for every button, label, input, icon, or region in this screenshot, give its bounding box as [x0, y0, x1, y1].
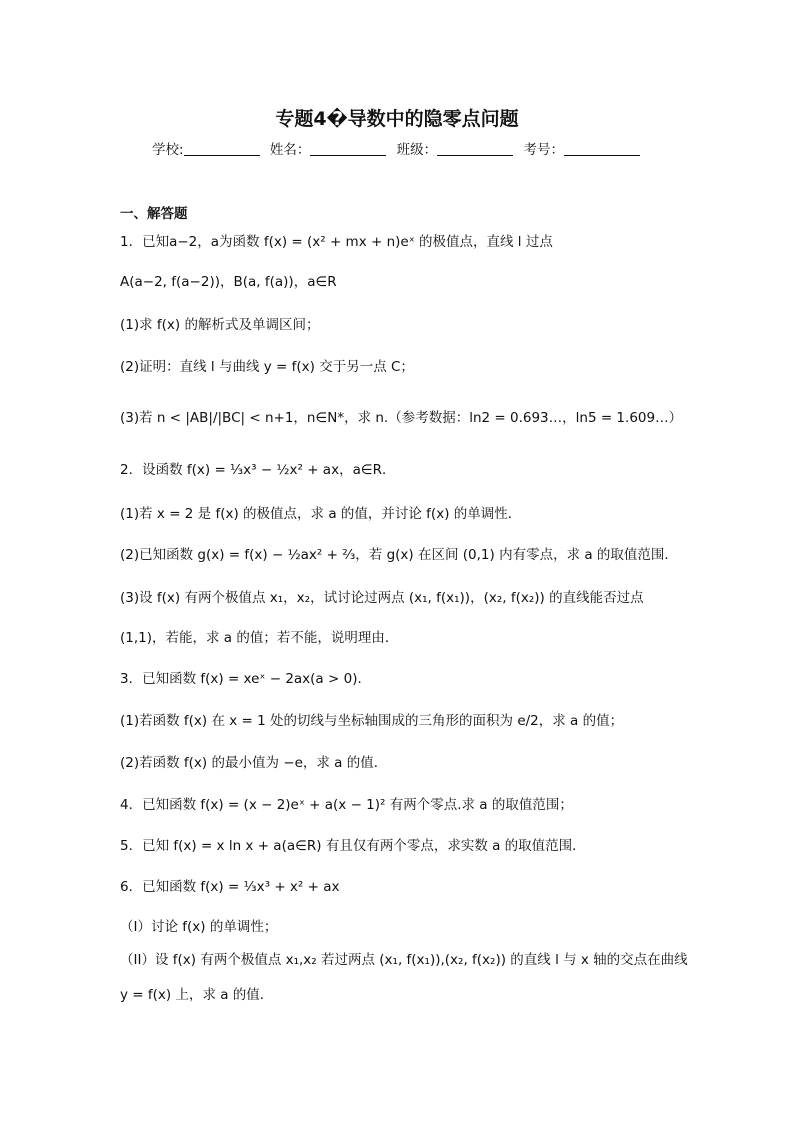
name-field	[270, 138, 389, 158]
problem-1-stem: 1．已知a−2，a为函数 f(x) = (x² + mx + n)eˣ 的极值点，直线 l 过点	[120, 234, 553, 250]
problem-6-part-2: （II）设 f(x) 有两个极值点 x₁,x₂ 若过两点 (x₁, f(x₁)),(x₂, f(x₂)) 的直线 l 与 x 轴的交点在曲线	[120, 952, 688, 968]
problem-5: 5．已知 f(x) = x ln x + a(a∈R) 有且仅有两个零点，求实数 a 的取值范围．	[120, 838, 586, 854]
problem-6-part-1: （I）讨论 f(x) 的单调性；	[120, 919, 278, 935]
class-field	[397, 138, 516, 158]
problem-6-stem: 6．已知函数 f(x) = ⅓x³ + x² + ax	[120, 879, 340, 895]
problem-1-part-1: (1)求 f(x) 的解析式及单调区间；	[120, 317, 320, 333]
problem-2-part-3-cont: (1,1)，若能，求 a 的值；若不能，说明理由．	[120, 630, 399, 646]
problem-3-stem: 3．已知函数 f(x) = xeˣ − 2ax(a > 0)．	[120, 671, 371, 687]
name-blank[interactable]	[310, 143, 386, 156]
problem-1-part-3: (3)若 n < |AB|/|BC| < n+1，n∈N*，求 n.（参考数据：ln2 = 0.693…，ln5 = 1.609…）	[120, 410, 683, 426]
class-label: 班级：	[396, 142, 438, 158]
school-field	[152, 138, 262, 158]
problem-6-part-2-cont: y = f(x) 上，求 a 的值．	[120, 987, 274, 1003]
problem-2-part-2: (2)已知函数 g(x) = f(x) − ½ax² + ⅔，若 g(x) 在区间 (0,1) 内有零点，求 a 的取值范围．	[120, 547, 678, 563]
number-label: 考号：	[523, 142, 564, 158]
page-title: 专题4�导数中的隐零点问题	[275, 108, 519, 130]
problem-2-part-3: (3)设 f(x) 有两个极值点 x₁，x₂，试讨论过两点 (x₁, f(x₁))，(x₂, f(x₂)) 的直线能否过点	[120, 590, 644, 606]
problem-3-part-1: (1)若函数 f(x) 在 x = 1 处的切线与坐标轴围成的三角形的面积为 e/2，求 a 的值；	[120, 713, 624, 729]
student-info-row	[0, 138, 794, 158]
problem-2-stem: 2．设函数 f(x) = ⅓x³ − ½x² + ax，a∈R．	[120, 462, 396, 478]
problem-1-points: A(a−2, f(a−2))，B(a, f(a))，a∈R	[120, 274, 337, 290]
number-blank[interactable]	[564, 143, 640, 156]
problem-1-part-2: (2)证明：直线 l 与曲线 y = f(x) 交于另一点 C；	[120, 359, 414, 375]
section-heading: 一、解答题	[120, 206, 188, 222]
problem-3-part-2: (2)若函数 f(x) 的最小值为 −e，求 a 的值．	[120, 755, 388, 771]
name-label: 姓名：	[269, 142, 311, 158]
class-blank[interactable]	[437, 143, 513, 156]
school-label: 学校:	[152, 142, 184, 158]
problem-2-part-1: (1)若 x = 2 是 f(x) 的极值点，求 a 的值，并讨论 f(x) 的单调性．	[120, 506, 522, 522]
school-blank[interactable]	[184, 143, 260, 156]
number-field	[523, 138, 642, 158]
problem-4: 4．已知函数 f(x) = (x − 2)eˣ + a(x − 1)² 有两个零点.求 a 的取值范围；	[120, 797, 573, 813]
